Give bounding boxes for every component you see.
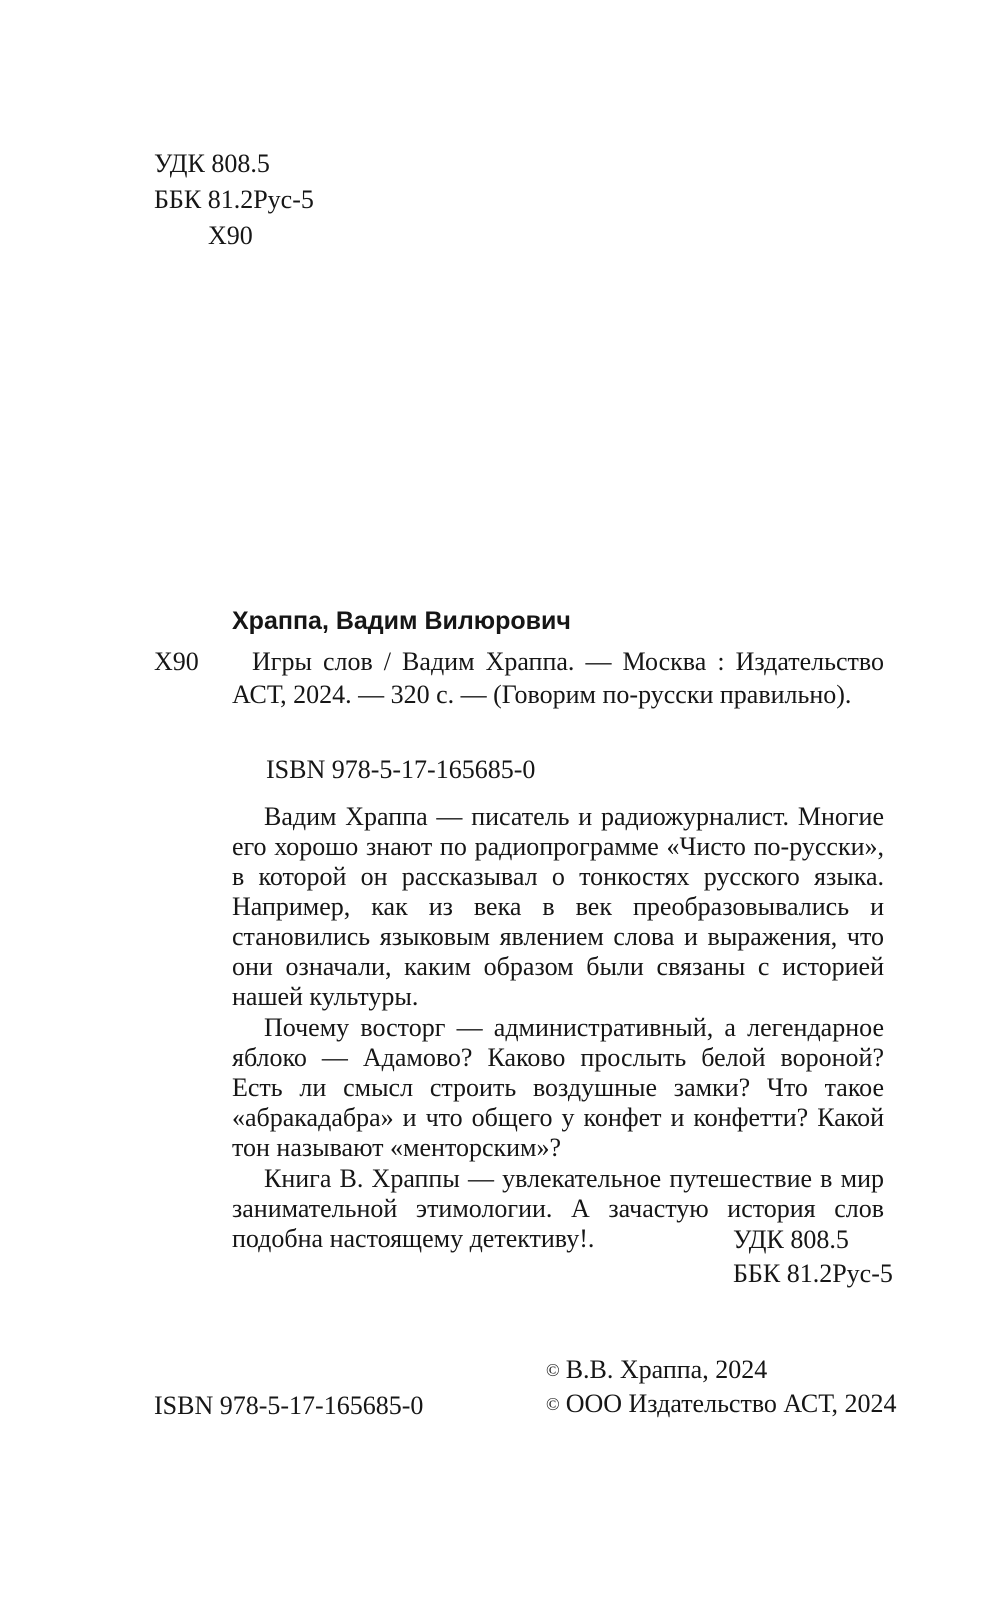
annotation-paragraph: Вадим Храппа — писатель и радиожурналист. Многие его хорошо знают по радиопрограмме «Чисто по-русски», в которой он рассказывал о тонкостях русского языка. Например, как из века в век преобразовывались и становились языковым явлением слова и выражения, что они означали, каким образом были связаны с историей нашей культуры. (232, 802, 884, 1011)
top-author-code: Х90 (208, 221, 253, 250)
annotation-paragraph: Книга В. Храппы — увлекательное путешествие в мир занимательной этимологии. А зачастую история слов подобна настоящему детективу!. (232, 1164, 884, 1253)
copyright-publisher (546, 1387, 897, 1421)
copyright-publisher-text: ООО Издательство АСТ, 2024 (565, 1389, 897, 1418)
isbn-bottom: ISBN 978-5-17-165685-0 (154, 1391, 424, 1420)
copyright-icon: © (546, 1360, 560, 1380)
author-heading: Храппа, Вадим Вилюрович (232, 607, 571, 635)
copyright-icon: © (546, 1394, 560, 1414)
annotation-paragraph: Почему восторг — административный, а легендарное яблоко — Адамово? Каково прослыть белой вороной? Есть ли смысл строить воздушные замки? Что такое «абракадабра» и что общего у конфет и конфетти? Какой тон называют «менторским»? (232, 1013, 884, 1162)
annotation (232, 802, 884, 1255)
bottom-udk: УДК 808.5 (733, 1225, 849, 1254)
bib-description-text: Игры слов / Вадим Храппа. — Москва : Издательство АСТ, 2024. — 320 с. — (Говорим по-русски правильно). (232, 647, 884, 709)
author-code-side: Х90 (154, 647, 199, 676)
top-udk: УДК 808.5 (154, 149, 270, 178)
copyright-author-text: В.В. Храппа, 2024 (565, 1355, 768, 1384)
top-bbk: ББК 81.2Рус-5 (154, 185, 314, 214)
bibliographic-description (232, 645, 884, 711)
bottom-bbk: ББК 81.2Рус-5 (733, 1259, 893, 1288)
isbn-entry: ISBN 978-5-17-165685-0 (266, 755, 536, 784)
copyright-author (546, 1353, 767, 1387)
